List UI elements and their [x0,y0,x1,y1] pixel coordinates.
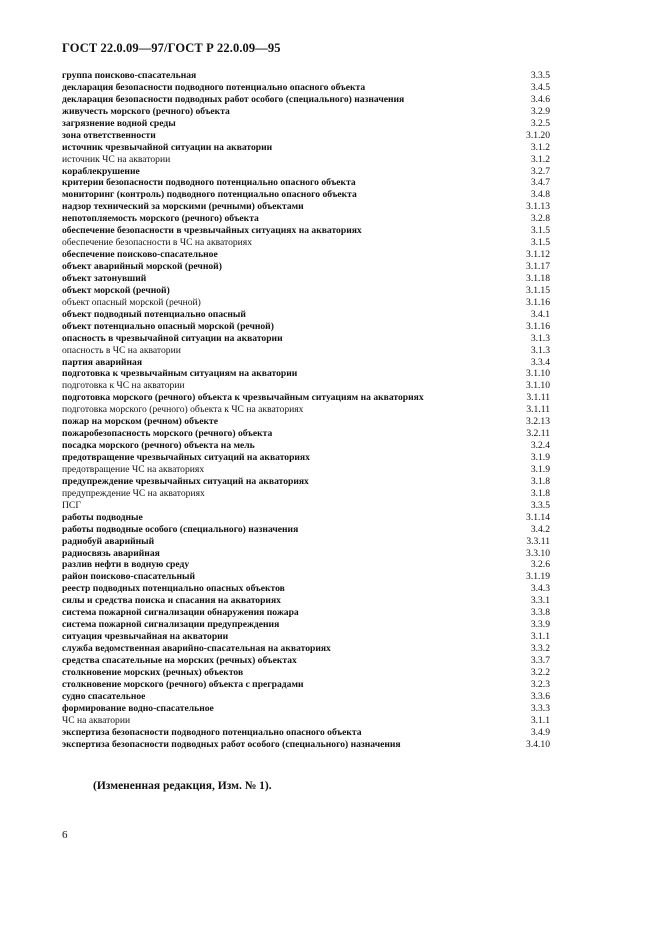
index-term: разлив нефти в водную среду [62,559,190,571]
index-term: источник чрезвычайной ситуации на акватории [62,141,273,153]
index-entry [62,345,550,357]
page-number: 6 [62,829,68,841]
index-term: посадка морского (речного) объекта на мель [62,440,255,452]
index-ref: 3.1.3 [530,344,550,356]
index-ref: 3.1.5 [530,237,550,249]
index-entry [62,321,550,333]
index-term: обеспечение безопасности в ЧС на акваториях [62,237,253,249]
index-ref: 3.3.1 [530,595,550,607]
index-ref: 3.1.10 [526,380,550,392]
index-entry [62,524,550,536]
index-ref: 3.1.20 [526,129,550,141]
index-ref: 3.3.10 [526,547,550,559]
index-entry [62,727,550,739]
index-term: непотопляемость морского (речного) объекта [62,213,259,225]
index-entry [62,643,550,655]
index-term: работы подводные особого (специального) назначения [62,523,299,535]
index-entry [62,106,550,118]
index-entry [62,142,550,154]
index-ref: 3.1.18 [526,272,550,284]
index-term: подготовка морского (речного) объекта к чрезвычайным ситуациям на акваториях [62,392,424,404]
index-entry [62,428,550,440]
index-ref: 3.3.11 [526,535,550,547]
index-entry [62,225,550,237]
index-ref: 3.4.2 [530,523,550,535]
index-ref: 3.1.19 [526,571,550,583]
index-term: столкновение морских (речных) объектов [62,666,244,678]
index-entry [62,548,550,560]
index-entry [62,94,550,106]
index-entry [62,404,550,416]
index-ref: 3.3.7 [530,654,550,666]
index-entry [62,309,550,321]
index-entry [62,154,550,166]
index-ref: 3.1.12 [526,249,550,261]
index-entry [62,70,550,82]
index-ref: 3.3.5 [530,70,550,81]
index-ref: 3.3.3 [530,702,550,714]
index-term: обеспечение безопасности в чрезвычайных ситуациях на акваториях [62,225,362,237]
document-header: ГОСТ 22.0.09—97/ГОСТ Р 22.0.09—95 [62,41,281,55]
index-term: мониторинг (контроль) подводного потенциально опасного объекта [62,189,357,201]
index-term: район поисково-спасательный [62,571,196,583]
index-ref: 3.4.5 [530,81,550,93]
index-entry [62,177,550,189]
index-term: экспертиза безопасности подводных работ особого (специального) назначения [62,738,401,750]
index-entry [62,130,550,142]
index-entry [62,667,550,679]
index-term: объект подводный потенциально опасный [62,308,246,320]
index-term: предупреждение ЧС на акваториях [62,487,205,499]
index-ref: 3.4.3 [530,583,550,595]
index-entry [62,368,550,380]
index-term: столкновение морского (речного) объекта с преградами [62,678,304,690]
index-ref: 3.1.2 [530,141,550,153]
index-ref: 3.2.5 [530,117,550,129]
index-term: ЧС на акватории [62,714,131,726]
index-entry [62,583,550,595]
index-entry [62,559,550,571]
index-ref: 3.1.2 [530,153,550,165]
index-entry [62,488,550,500]
index-entry [62,285,550,297]
index-term: критерии безопасности подводного потенциально опасного объекта [62,177,356,189]
index-term: надзор технический за морскими (речными) объектами [62,201,304,213]
index-entry [62,440,550,452]
index-term: опасность в ЧС на акватории [62,344,181,356]
index-entry [62,571,550,583]
index-entry [62,380,550,392]
index-entry [62,500,550,512]
index-ref: 3.3.5 [530,499,550,511]
index-ref: 3.2.13 [526,416,550,428]
index-entry [62,357,550,369]
index-entry [62,631,550,643]
index-term: система пожарной сигнализации обнаружения пожара [62,607,299,619]
index-ref: 3.1.13 [526,201,550,213]
index-term: формирование водно-спасательное [62,702,214,714]
index-term: объект опасный морской (речной) [62,296,201,308]
index-term: предотвращение чрезвычайных ситуаций на акваториях [62,452,310,463]
index-entry [62,607,550,619]
index-term: экспертиза безопасности подводного потенциально опасного объекта [62,726,362,738]
index-term: ситуация чрезвычайная на акватории [62,631,229,643]
index-ref: 3.2.2 [530,666,550,678]
index-ref: 3.4.9 [530,726,550,738]
index-entry [62,715,550,727]
index-entry [62,512,550,524]
index-ref: 3.1.8 [530,475,550,487]
index-ref: 3.2.3 [530,678,550,690]
index-term: служба ведомственная аварийно-спасательная на акваториях [62,643,331,654]
index-term: система пожарной сигнализации предупреждения [62,619,280,631]
index-term: радиосвязь аварийная [62,547,160,559]
index-term: пожаробезопасность морского (речного) объекта [62,428,273,440]
index-term: средства спасательные на морских (речных) объектах [62,654,297,666]
index-entry [62,261,550,273]
index-ref: 3.4.7 [530,177,550,189]
index-entry [62,452,550,464]
index-ref: 3.2.4 [530,440,550,452]
index-ref: 3.2.9 [530,105,550,117]
index-entry [62,703,550,715]
index-entry [62,213,550,225]
index-term: предотвращение ЧС на акваториях [62,463,205,475]
index-ref: 3.1.16 [526,320,550,332]
index-entry [62,273,550,285]
index-entry [62,691,550,703]
index-term: пожар на морском (речном) объекте [62,416,218,428]
index-entry [62,189,550,201]
index-term: подготовка морского (речного) объекта к ЧС на акваториях [62,404,304,416]
index-term: обеспечение поисково-спасательное [62,249,218,261]
index-entry [62,249,550,261]
index-entry [62,392,550,404]
index-ref: 3.1.9 [530,452,550,463]
index-term: предупреждение чрезвычайных ситуаций на акваториях [62,475,309,487]
index-ref: 3.3.2 [530,643,550,654]
index-term: опасность в чрезвычайной ситуации на акватории [62,332,283,344]
index-entry [62,333,550,345]
index-entry [62,619,550,631]
index-ref: 3.4.10 [526,738,550,750]
index-term: подготовка к ЧС на акватории [62,380,185,392]
index-term: декларация безопасности подводного потенциально опасного объекта [62,81,366,93]
index-entry [62,416,550,428]
index-ref: 3.1.15 [526,284,550,296]
index-ref: 3.1.10 [526,368,550,380]
index-entry [62,595,550,607]
index-entry [62,118,550,130]
index-term: силы и средства поиска и спасания на акваториях [62,595,281,607]
index-term: загрязнение водной среды [62,117,176,129]
index-entry [62,82,550,94]
index-ref: 3.3.8 [530,607,550,619]
index-ref: 3.2.7 [530,165,550,177]
index-entry [62,739,550,751]
index-term: зона ответственности [62,129,156,141]
index-term: группа поисково-спасательная [62,70,197,81]
term-index [62,70,550,750]
index-entry [62,655,550,667]
index-term: объект затонувший [62,272,147,284]
index-term: объект аварийный морской (речной) [62,261,222,272]
index-entry [62,476,550,488]
index-term: декларация безопасности подводных работ особого (специального) назначения [62,93,405,105]
index-entry [62,237,550,249]
index-term: объект морской (речной) [62,284,170,296]
index-ref: 3.1.17 [526,261,550,272]
index-entry [62,679,550,691]
index-entry [62,536,550,548]
index-term: работы подводные [62,511,143,523]
index-ref: 3.1.14 [526,511,550,523]
index-ref: 3.4.6 [530,93,550,105]
index-entry [62,297,550,309]
index-ref: 3.1.1 [530,631,550,643]
index-term: объект потенциально опасный морской (речной) [62,320,274,332]
index-ref: 3.2.11 [526,428,550,440]
index-entry [62,201,550,213]
index-ref: 3.1.16 [526,296,550,308]
index-ref: 3.1.9 [530,463,550,475]
index-ref: 3.1.1 [530,714,550,726]
index-ref: 3.3.6 [530,690,550,702]
index-ref: 3.2.6 [530,559,550,571]
index-term: ПСГ [62,499,81,511]
index-ref: 3.1.5 [530,225,550,237]
index-ref: 3.1.3 [530,332,550,344]
index-term: кораблекрушение [62,165,140,177]
index-term: судно спасательное [62,690,146,702]
index-ref: 3.3.9 [530,619,550,631]
index-ref: 3.2.8 [530,213,550,225]
index-term: реестр подводных потенциально опасных объектов [62,583,285,595]
index-ref: 3.1.8 [530,487,550,499]
index-term: партия аварийная [62,356,143,368]
index-ref: 3.1.11 [526,392,550,404]
index-ref: 3.1.11 [526,404,550,416]
index-term: радиобуй аварийный [62,535,155,547]
index-entry [62,464,550,476]
index-ref: 3.3.4 [530,356,550,368]
index-entry [62,166,550,178]
index-ref: 3.4.1 [530,308,550,320]
index-ref: 3.4.8 [530,189,550,201]
index-term: подготовка к чрезвычайным ситуациям на акватории [62,368,298,380]
index-term: живучесть морского (речного) объекта [62,105,230,117]
amendment-note: (Измененная редакция, Изм. № 1). [93,780,272,792]
index-term: источник ЧС на акватории [62,153,171,165]
